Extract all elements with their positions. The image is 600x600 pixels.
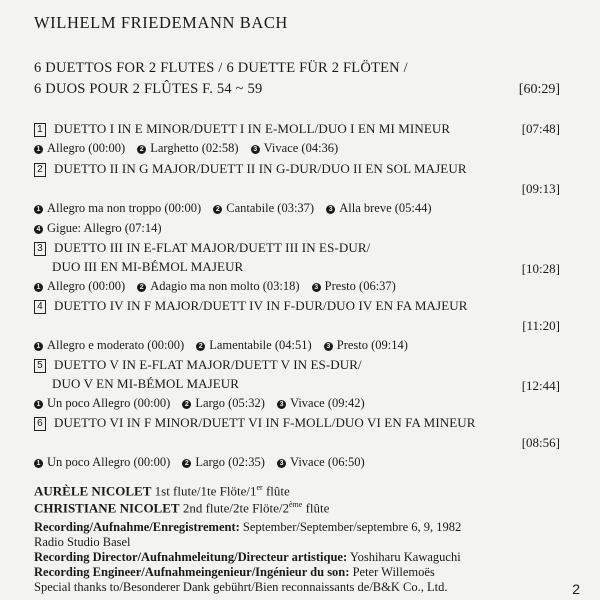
- recording-director: Recording Director/Aufnahmeleitung/Directeur artistique: Yoshiharu Kawaguchi: [34, 550, 461, 564]
- recording-studio: Radio Studio Basel: [34, 535, 131, 549]
- track-2-title: 2 DUETTO II IN G MAJOR/DUETT II IN G-DUR/DUO II EN SOL MAJEUR: [34, 161, 467, 177]
- special-thanks: Special thanks to/Besonderer Dank gebührt/Bien reconnaissants de/B&K Co., Ltd.: [34, 580, 448, 594]
- track-5-movements: [34, 396, 374, 411]
- track-2-duration: [09:13]: [521, 181, 560, 196]
- movement-item: 1 Un poco Allegro (00:00): [34, 396, 170, 410]
- movement-item: 1 Allegro (00:00): [34, 279, 125, 293]
- composer-heading: WILHELM FRIEDEMANN BACH: [34, 13, 288, 32]
- work-title-line-2: 6 DUOS POUR 2 FLÛTES F. 54 ~ 59: [34, 81, 263, 97]
- track-2-movements: [34, 201, 441, 216]
- movement-item: 2 Largo (05:32): [182, 396, 265, 410]
- track-3-title: 3 DUETTO III IN E-FLAT MAJOR/DUETT III IN ES-DUR/: [34, 240, 370, 256]
- track-6-duration: [08:56]: [521, 435, 560, 450]
- movement-item: 3 Vivace (09:42): [277, 396, 365, 410]
- track-2-movements-cont: [34, 221, 171, 236]
- movement-item: 2 Cantabile (03:37): [213, 201, 314, 215]
- track-number-box: 2: [34, 163, 46, 177]
- performer-2: CHRISTIANE NICOLET 2nd flute/2te Flöte/2ème flûte: [34, 500, 330, 516]
- movement-item: 2 Adagio ma non molto (03:18): [137, 279, 299, 293]
- recording-engineer: Recording Engineer/Aufnahmeingenieur/Ingénieur du son: Peter Willemoës: [34, 565, 435, 579]
- movement-item: 2 Lamentabile (04:51): [196, 338, 311, 352]
- track-5-title-cont: DUO V EN MI-BÉMOL MAJEUR: [52, 376, 240, 391]
- movement-item: 2 Largo (02:35): [182, 455, 265, 469]
- track-5-duration: [12:44]: [521, 378, 560, 393]
- movement-item: 1 Allegro (00:00): [34, 141, 125, 155]
- track-3-duration: [10:28]: [521, 261, 560, 276]
- track-number-box: 6: [34, 417, 46, 431]
- work-title-line-1: 6 DUETTOS FOR 2 FLUTES / 6 DUETTE FÜR 2 FLÖTEN /: [34, 60, 408, 76]
- movement-item: 2 Larghetto (02:58): [137, 141, 238, 155]
- movement-item: 1 Un poco Allegro (00:00): [34, 455, 170, 469]
- track-4-title: 4 DUETTO IV IN F MAJOR/DUETT IV IN F-DUR/DUO IV EN FA MAJEUR: [34, 298, 468, 314]
- track-4-duration: [11:20]: [522, 318, 560, 333]
- page-number: 2: [572, 581, 580, 597]
- track-3-title-cont: DUO III EN MI-BÉMOL MAJEUR: [52, 259, 244, 274]
- track-number-box: 1: [34, 123, 46, 137]
- movement-item: 1 Allegro e moderato (00:00): [34, 338, 184, 352]
- track-number-box: 5: [34, 359, 46, 373]
- recording-date: Recording/Aufnahme/Enregistrement: September/September/septembre 6, 9, 1982: [34, 520, 462, 534]
- track-6-movements: [34, 455, 374, 470]
- movement-item: 3 Vivace (06:50): [277, 455, 365, 469]
- track-6-title: 6 DUETTO VI IN F MINOR/DUETT VI IN F-MOLL/DUO VI EN FA MINEUR: [34, 415, 476, 431]
- movement-item: 1 Allegro ma non troppo (00:00): [34, 201, 201, 215]
- track-number-box: 4: [34, 300, 46, 314]
- track-1-duration: [07:48]: [521, 121, 560, 136]
- track-4-movements: [34, 338, 417, 353]
- movement-item: 3 Presto (06:37): [312, 279, 396, 293]
- track-3-movements: [34, 279, 405, 294]
- movement-item: 3 Vivace (04:36): [251, 141, 339, 155]
- movement-item: 4 Gigue: Allegro (07:14): [34, 221, 162, 235]
- total-time: [60:29]: [518, 82, 560, 97]
- track-1-movements: [34, 141, 347, 156]
- track-5-title: 5 DUETTO V IN E-FLAT MAJOR/DUETT V IN ES-DUR/: [34, 357, 362, 373]
- track-number-box: 3: [34, 242, 46, 256]
- movement-item: 3 Presto (09:14): [324, 338, 408, 352]
- track-1-title: 1 DUETTO I IN E MINOR/DUETT I IN E-MOLL/DUO I EN MI MINEUR: [34, 121, 450, 137]
- movement-item: 3 Alla breve (05:44): [326, 201, 431, 215]
- performer-1: AURÈLE NICOLET 1st flute/1te Flöte/1er flûte: [34, 483, 290, 499]
